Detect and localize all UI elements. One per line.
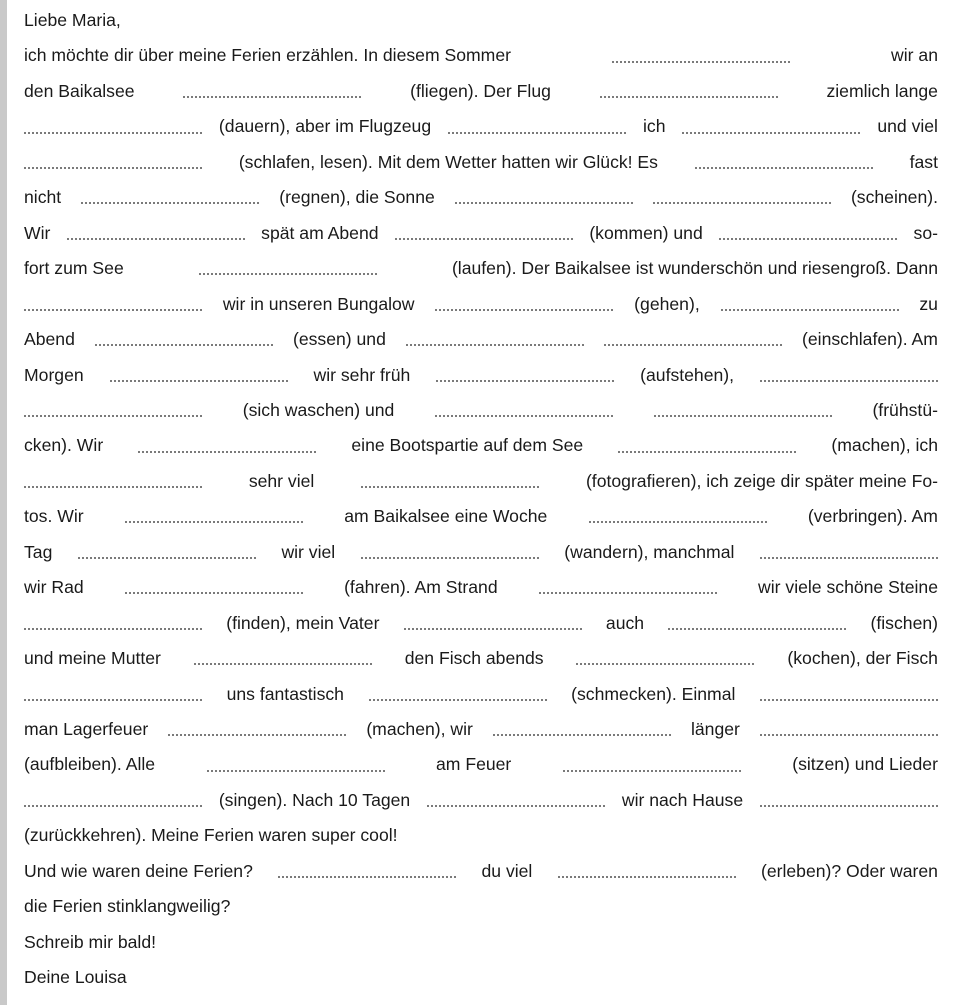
text-segment: (aufstehen),	[640, 364, 735, 385]
text-segment: (sitzen) und Lieder	[792, 754, 938, 775]
text-segment: Schreib mir bald!	[24, 931, 157, 952]
text-segment: (frühstü-	[872, 399, 938, 420]
text-segment: Deine Louisa	[24, 967, 127, 988]
text-segment: so-	[913, 222, 938, 243]
text-line	[24, 818, 938, 853]
text-segment: (finden), mein Vater	[226, 612, 380, 633]
blank-field[interactable]	[448, 131, 626, 134]
blank-field[interactable]	[168, 733, 346, 736]
text-line	[24, 570, 938, 605]
text-segment: die Ferien stinklangweilig?	[24, 896, 231, 917]
blank-field[interactable]	[668, 627, 846, 630]
text-segment: (regnen), die Sonne	[279, 187, 435, 208]
text-segment: und meine Mutter	[24, 648, 161, 669]
blank-field[interactable]	[589, 520, 767, 523]
blank-field[interactable]	[24, 166, 202, 169]
blank-field[interactable]	[760, 804, 938, 807]
blank-field[interactable]	[760, 733, 938, 736]
blank-field[interactable]	[406, 343, 584, 346]
text-segment: (kommen) und	[589, 222, 703, 243]
blank-field[interactable]	[760, 379, 938, 382]
blank-field[interactable]	[361, 485, 539, 488]
blank-field[interactable]	[183, 95, 361, 98]
blank-field[interactable]	[67, 237, 245, 240]
blank-field[interactable]	[455, 201, 633, 204]
blank-field[interactable]	[427, 804, 605, 807]
blank-field[interactable]	[604, 343, 782, 346]
blank-field[interactable]	[199, 272, 377, 275]
blank-field[interactable]	[600, 95, 778, 98]
text-segment: wir sehr früh	[313, 364, 411, 385]
text-line	[24, 322, 938, 357]
text-segment: (zurückkehren). Meine Ferien waren super cool!	[24, 825, 398, 846]
blank-field[interactable]	[194, 662, 372, 665]
blank-field[interactable]	[612, 60, 790, 63]
text-segment: (dauern), aber im Flugzeug	[218, 116, 432, 137]
text-segment: Wir	[24, 222, 51, 243]
text-segment: (sich waschen) und	[242, 399, 395, 420]
text-line	[24, 393, 938, 428]
text-segment: uns fantastisch	[226, 683, 344, 704]
text-segment: (einschlafen). Am	[802, 329, 938, 350]
blank-field[interactable]	[24, 131, 202, 134]
blank-field[interactable]	[24, 308, 202, 311]
text-segment: du viel	[481, 860, 533, 881]
text-line	[24, 889, 938, 924]
text-segment: (laufen). Der Baikalsee ist wunderschön und riesengroß. Dann	[451, 258, 938, 279]
blank-field[interactable]	[24, 627, 202, 630]
text-segment: den Fisch abends	[404, 648, 544, 669]
text-segment: man Lagerfeuer	[24, 719, 149, 739]
text-segment: (machen), wir	[366, 719, 473, 739]
blank-field[interactable]	[81, 201, 259, 204]
text-line	[24, 499, 938, 534]
text-segment: (gehen),	[634, 293, 700, 314]
text-line	[24, 535, 938, 570]
blank-field[interactable]	[576, 662, 754, 665]
text-line	[24, 925, 938, 960]
blank-field[interactable]	[278, 875, 456, 878]
blank-field[interactable]	[24, 414, 202, 417]
text-segment: (wandern), manchmal	[564, 541, 735, 562]
blank-field[interactable]	[721, 308, 899, 311]
blank-field[interactable]	[110, 379, 288, 382]
page-edge-bar	[0, 0, 7, 1005]
blank-field[interactable]	[760, 698, 938, 701]
blank-field[interactable]	[558, 875, 736, 878]
blank-field[interactable]	[207, 769, 385, 772]
text-segment: tos. Wir	[24, 506, 84, 527]
text-line	[24, 854, 938, 889]
text-segment: (scheinen).	[850, 187, 938, 208]
text-line	[24, 145, 938, 180]
text-segment: fort zum See	[24, 258, 124, 279]
blank-field[interactable]	[682, 131, 860, 134]
blank-field[interactable]	[618, 450, 796, 453]
blank-field[interactable]	[654, 414, 832, 417]
text-segment: wir viele schöne Steine	[758, 577, 938, 598]
text-line	[24, 428, 938, 463]
text-line	[24, 180, 938, 215]
text-segment: nicht	[24, 187, 62, 208]
text-segment: (fotografieren), ich zeige dir später meine Fo-	[585, 470, 938, 491]
text-segment: zu	[919, 293, 938, 314]
text-segment: (schlafen, lesen). Mit dem Wetter hatten wir Glück! Es	[238, 151, 658, 172]
text-segment: ich möchte dir über meine Ferien erzählen. In diesem Sommer	[24, 45, 511, 66]
text-segment: (singen). Nach 10 Tagen	[218, 789, 411, 810]
text-segment: cken). Wir	[24, 435, 104, 456]
blank-field[interactable]	[435, 414, 613, 417]
blank-field[interactable]	[653, 201, 831, 204]
text-segment: den Baikalsee	[24, 80, 135, 101]
text-segment: wir Rad	[24, 577, 84, 598]
text-segment: (fahren). Am Strand	[344, 577, 498, 598]
text-segment: (aufbleiben). Alle	[24, 754, 156, 775]
blank-field[interactable]	[125, 591, 303, 594]
text-segment: Liebe Maria,	[24, 10, 121, 30]
blank-field[interactable]	[493, 733, 671, 736]
blank-field[interactable]	[719, 237, 897, 240]
blank-field[interactable]	[539, 591, 717, 594]
text-line	[24, 712, 938, 747]
blank-field[interactable]	[24, 485, 202, 488]
text-line	[24, 783, 938, 818]
text-line	[24, 38, 938, 73]
text-segment: eine Bootspartie auf dem See	[351, 435, 584, 456]
blank-field[interactable]	[404, 627, 582, 630]
blank-field[interactable]	[78, 556, 256, 559]
text-segment: Morgen	[24, 364, 84, 385]
text-segment: Abend	[24, 329, 75, 350]
text-segment: sehr viel	[248, 470, 315, 491]
blank-field[interactable]	[563, 769, 741, 772]
text-segment: (fliegen). Der Flug	[410, 80, 551, 101]
blank-field[interactable]	[435, 308, 613, 311]
blank-field[interactable]	[695, 166, 873, 169]
text-segment: (kochen), der Fisch	[787, 648, 938, 669]
text-segment: (erleben)? Oder waren	[760, 860, 938, 881]
text-segment: (fischen)	[870, 612, 938, 633]
blank-field[interactable]	[369, 698, 547, 701]
text-line	[24, 109, 938, 144]
text-segment: wir an	[891, 45, 938, 66]
text-segment: (essen) und	[292, 329, 386, 350]
blank-field[interactable]	[361, 556, 539, 559]
text-segment: wir viel	[281, 541, 336, 562]
text-segment: am Baikalsee eine Woche	[344, 506, 548, 527]
text-line	[24, 464, 938, 499]
blank-field[interactable]	[760, 556, 938, 559]
text-line	[24, 3, 938, 38]
text-segment: wir nach Hause	[621, 789, 744, 810]
text-segment: wir in unseren Bungalow	[222, 293, 415, 314]
blank-field[interactable]	[395, 237, 573, 240]
text-segment: (schmecken). Einmal	[571, 683, 736, 704]
text-segment: und viel	[877, 116, 938, 137]
text-line	[24, 216, 938, 251]
text-segment: am Feuer	[436, 754, 512, 775]
blank-field[interactable]	[24, 804, 202, 807]
text-line	[24, 747, 938, 782]
text-line	[24, 677, 938, 712]
text-line	[24, 606, 938, 641]
text-line	[24, 960, 938, 995]
text-segment: Und wie waren deine Ferien?	[24, 860, 253, 881]
text-line	[24, 287, 938, 322]
blank-field[interactable]	[436, 379, 614, 382]
text-segment: auch	[605, 612, 645, 633]
text-line	[24, 251, 938, 286]
text-line	[24, 74, 938, 109]
text-segment: (verbringen). Am	[807, 506, 938, 527]
text-segment: länger	[690, 719, 740, 739]
text-line	[24, 641, 938, 676]
blank-field[interactable]	[95, 343, 273, 346]
blank-field[interactable]	[125, 520, 303, 523]
text-segment: spät am Abend	[261, 222, 379, 243]
text-segment: ziemlich lange	[826, 80, 938, 101]
text-segment: Tag	[24, 541, 53, 562]
blank-field[interactable]	[138, 450, 316, 453]
blank-field[interactable]	[24, 698, 202, 701]
text-segment: ich	[642, 116, 666, 137]
text-segment: fast	[909, 151, 938, 172]
text-segment: (machen), ich	[831, 435, 938, 456]
text-line	[24, 358, 938, 393]
